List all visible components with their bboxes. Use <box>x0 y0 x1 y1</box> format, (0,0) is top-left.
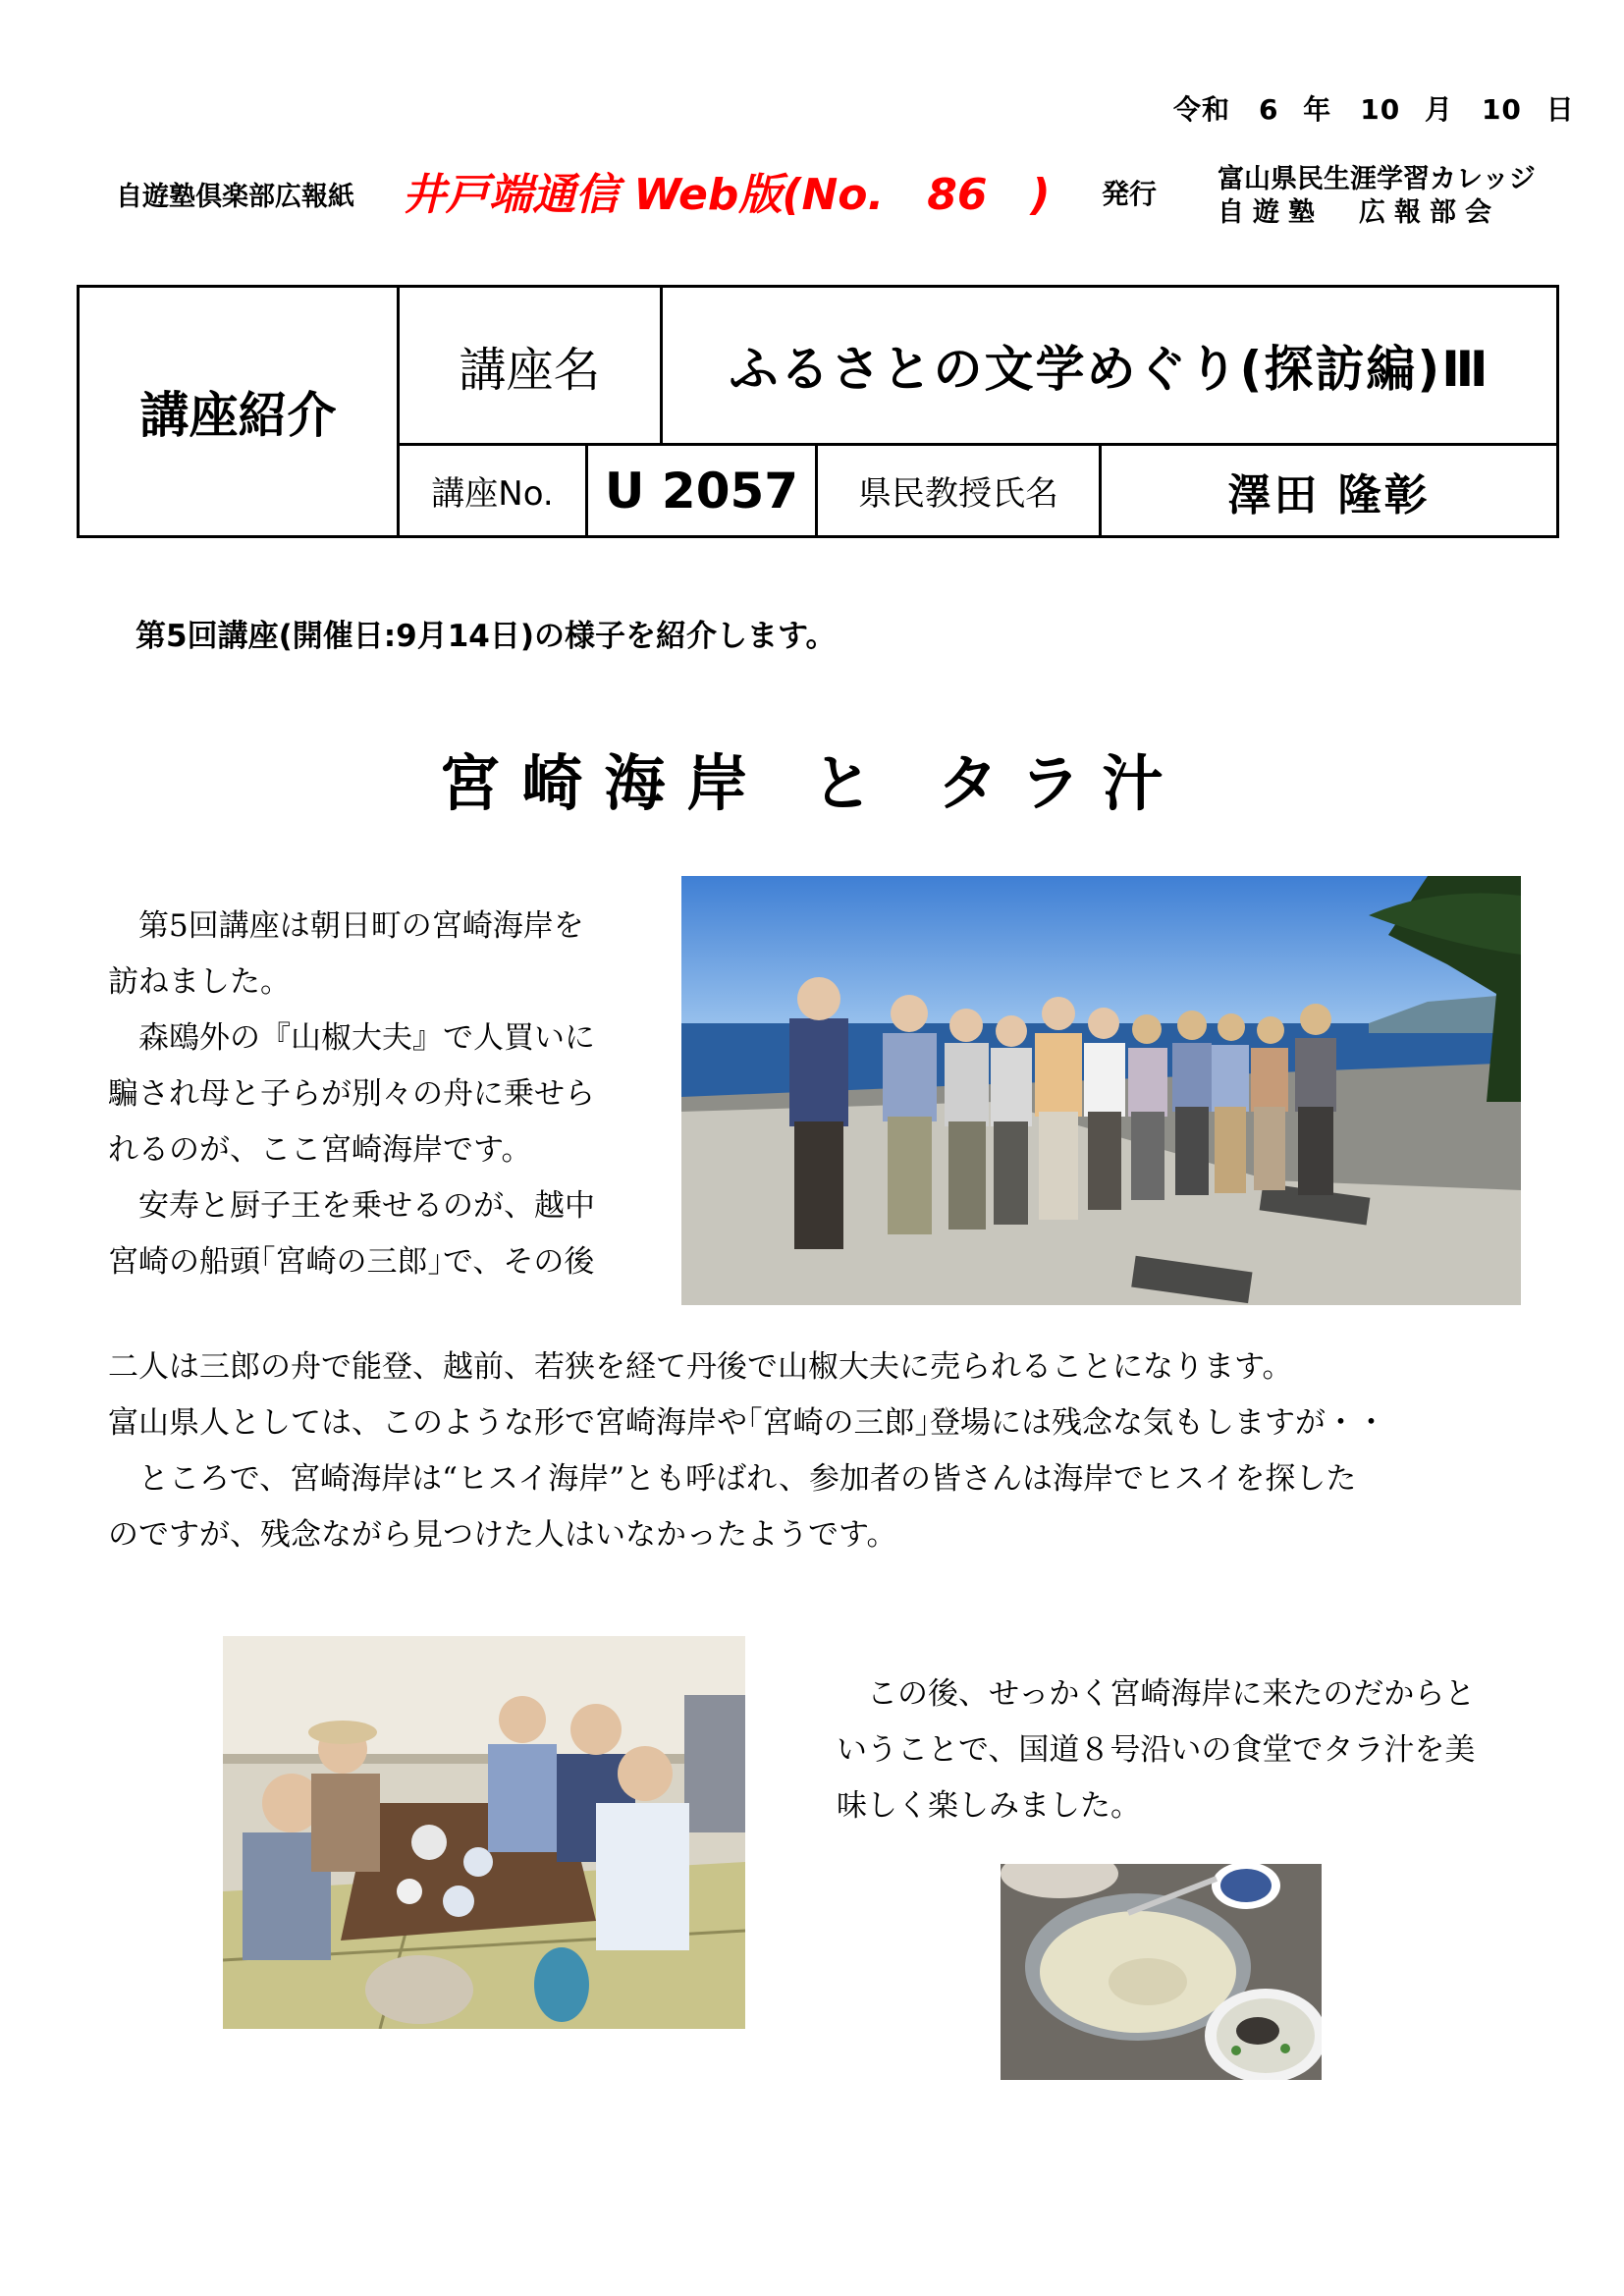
course-number: U 2057 <box>604 462 799 519</box>
course-no-label: 講座No. <box>431 474 554 514</box>
text-line: 第5回講座は朝日町の宮崎海岸を <box>108 908 584 944</box>
publisher-group: 自遊塾 広報部会 <box>1218 197 1500 228</box>
coast-group-photo <box>681 876 1521 1305</box>
professor-label: 県民教授氏名 <box>858 474 1058 514</box>
text-line: 安寿と厨子王を乗せるのが、越中 <box>108 1188 595 1224</box>
dining-group-photo <box>223 1636 745 2029</box>
text-line: 宮崎の船頭｢宮崎の三郎｣で、その後 <box>108 1244 595 1280</box>
professor-name: 澤田 隆彰 <box>1227 469 1431 520</box>
intro-text: 第5回講座(開催日:9月14日)の様子を紹介します。 <box>135 619 837 654</box>
text-line: 富山県人としては、このような形で宮崎海岸や｢宮崎の三郎｣登場には残念な気もしますが・・ <box>108 1405 1386 1441</box>
paragraph-story <box>108 1339 1386 1563</box>
text-line: のですが、残念ながら見つけた人はいなかったようです。 <box>108 1517 897 1553</box>
club-name: 自遊塾倶楽部広報紙 <box>116 182 354 212</box>
text-line: いうことで、国道８号沿いの食堂でタラ汁を美 <box>837 1732 1476 1768</box>
publisher-name: 富山県民生涯学習カレッジ <box>1218 164 1536 194</box>
course-name: ふるさとの文学めぐり(探訪編)Ⅲ <box>729 341 1490 398</box>
paragraph-intro <box>108 899 595 1290</box>
text-line: ところで、宮崎海岸は“ヒスイ海岸”とも呼ばれ、参加者の皆さんは海岸でヒスイを探した <box>108 1461 1357 1497</box>
article-headline: 宮崎海岸 と タラ汁 <box>439 747 1185 819</box>
text-line: 二人は三郎の舟で能登、越前、若狭を経て丹後で山椒大夫に売られることになります。 <box>108 1349 1293 1385</box>
text-line: 森鴎外の『山椒大夫』で人買いに <box>108 1020 595 1056</box>
text-line: れるのが、ここ宮崎海岸です。 <box>108 1132 532 1168</box>
issued-label: 発行 <box>1102 178 1158 210</box>
text-line: 騙され母と子らが別々の舟に乗せら <box>108 1076 595 1112</box>
issue-date: 令和 6 年 10 月 10 日 <box>1173 93 1575 126</box>
tara-soup-photo <box>1001 1864 1322 2080</box>
paragraph-lunch <box>837 1667 1475 1834</box>
text-line: 味しく楽しみました。 <box>837 1788 1141 1824</box>
text-line: この後、せっかく宮崎海岸に来たのだからと <box>837 1676 1476 1712</box>
course-name-label: 講座名 <box>459 342 601 398</box>
course-table <box>77 285 1559 538</box>
section-label: 講座紹介 <box>139 387 337 444</box>
text-line: 訪ねました。 <box>108 964 291 1000</box>
newsletter-title: 井戸端通信 Web版(No. 86 ) <box>403 170 1051 220</box>
